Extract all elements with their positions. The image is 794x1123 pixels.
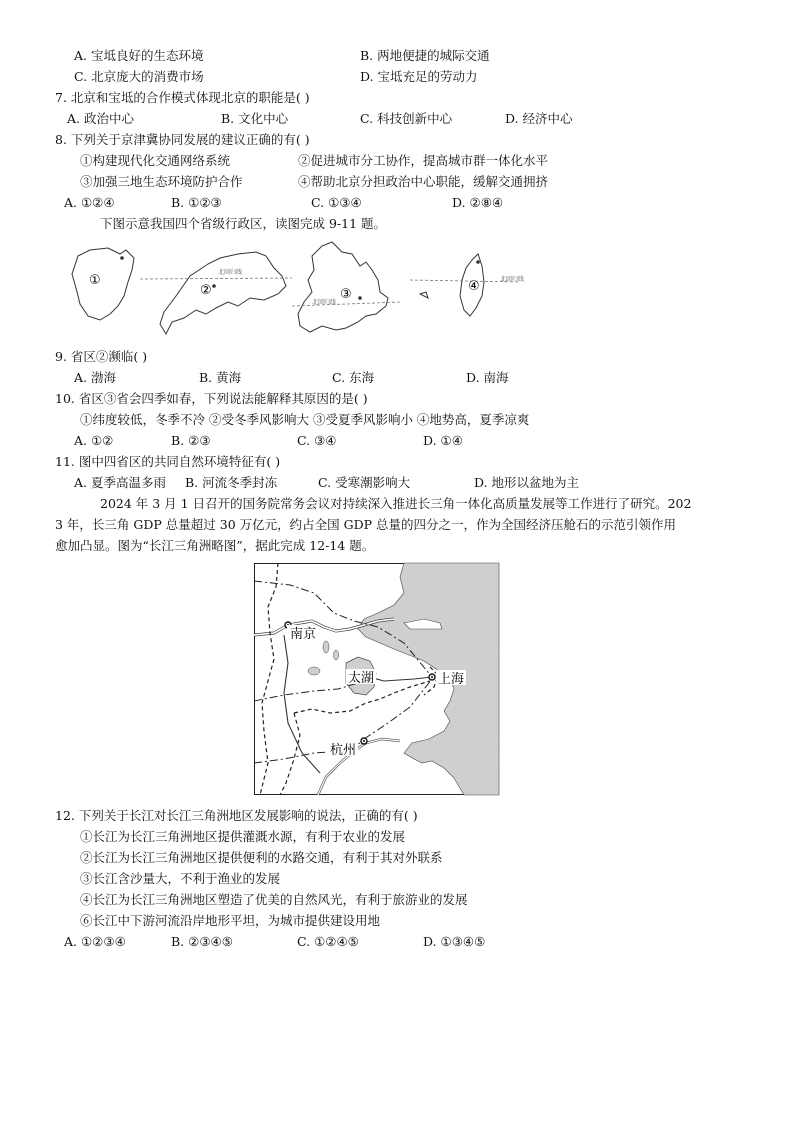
lake-label-taihu: 太湖 [348,671,375,686]
q10-option-d[interactable]: D. ①④ [423,433,463,448]
q8-stem: 8. 下列关于京津冀协同发展的建议正确的有( ) [55,132,310,147]
q12-item-2: ②长江为长江三角洲地区提供便利的水路交通，有利于其对外联系 [80,850,443,865]
q9-option-d[interactable]: D. 南海 [466,370,509,385]
capital-dot-2 [212,284,216,288]
yrd-intro-line-2: 3 年，长三角 GDP 总量超过 30 万亿元，约占全国 GDP 总量的四分之一，作为全国经济压舱石的示范引领作用 [55,517,677,532]
q8-option-a[interactable]: A. ①②④ [64,195,115,210]
tropic-label-4: 北回归线 [500,276,525,283]
small-lake-1 [323,641,329,653]
province-2-outline [160,252,286,334]
city-label-hangzhou: 杭州 [330,743,357,758]
q9-option-c[interactable]: C. 东海 [332,370,375,385]
q8-option-d[interactable]: D. ②⑧④ [452,195,504,210]
q12-option-c[interactable]: C. ①②④⑤ [297,934,359,949]
q8-option-b[interactable]: B. ①②③ [171,195,222,210]
q7-option-c[interactable]: C. 科技创新中心 [360,111,453,126]
maps-intro: 下图示意我国四个省级行政区，读图完成 9-11 题。 [100,216,387,231]
q8-item-2: ②促进城市分工协作，提高城市群一体化水平 [298,153,549,168]
q12-item-4: ④长江为长江三角洲地区塑造了优美的自然风光，有利于旅游业的发展 [80,892,468,907]
city-label-nanjing: 南京 [290,627,317,642]
q8-item-1: ①构建现代化交通网络系统 [80,153,231,168]
q11-option-c[interactable]: C. 受寒潮影响大 [318,475,411,490]
city-label-shanghai: 上海 [438,672,465,687]
q6-option-d[interactable]: D. 宝坻充足的劳动力 [360,69,478,84]
q12-item-3: ③长江含沙量大，不利于渔业的发展 [80,871,281,886]
capital-dot-4 [476,260,480,264]
small-lake-3 [308,667,320,675]
q12-item-1: ①长江为长江三角洲地区提供灌溉水源，有利于农业的发展 [80,829,406,844]
q12-stem: 12. 下列关于长江对长江三角洲地区发展影响的说法，正确的有( ) [55,808,418,823]
province-map [60,236,525,348]
province-label-2: ② [200,283,212,298]
q12-option-a[interactable]: A. ①②③④ [64,934,126,949]
province-1-outline [72,248,134,320]
q8-item-3: ③加强三地生态环境防护合作 [80,174,243,189]
yrd-intro-line-1: 2024 年 3 月 1 日召开的国务院常务会议对持续深入推进长三角一体化高质量发展等工作进行了研究。202 [100,496,692,511]
q7-stem: 7. 北京和宝坻的合作模式体现北京的职能是( ) [55,90,310,105]
q10-option-b[interactable]: B. ②③ [171,433,211,448]
q12-option-b[interactable]: B. ②③④⑤ [171,934,233,949]
q9-option-b[interactable]: B. 黄海 [199,370,242,385]
tropic-line-2 [140,278,292,279]
q6-option-a[interactable]: A. 宝坻良好的生态环境 [74,48,204,63]
q8-item-4: ④帮助北京分担政治中心职能，缓解交通拥挤 [298,174,549,189]
tropic-line-3 [292,302,400,306]
q10-items: ①纬度较低，冬季不冷 ②受冬季风影响大 ③受夏季风影响小 ④地势高，夏季凉爽 [80,412,530,427]
province-label-1: ① [89,273,101,288]
q7-option-b[interactable]: B. 文化中心 [221,111,289,126]
q8-option-c[interactable]: C. ①③④ [311,195,362,210]
small-island [420,292,428,298]
yrd-intro-line-3: 愈加凸显。图为“长江三角洲略图”，据此完成 12-14 题。 [55,538,375,553]
q11-option-d[interactable]: D. 地形以盆地为主 [474,475,580,490]
q6-option-c[interactable]: C. 北京庞大的消费市场 [74,69,204,84]
province-label-3: ③ [340,287,352,302]
q11-option-a[interactable]: A. 夏季高温多雨 [74,475,166,490]
q10-stem: 10. 省区③省会四季如春，下列说法能解释其原因的是( ) [55,391,368,406]
q11-stem: 11. 图中四省区的共同自然环境特征有( ) [55,454,281,469]
tropic-label-3: 北回归线 [312,299,337,306]
q10-option-c[interactable]: C. ③④ [297,433,337,448]
q7-option-d[interactable]: D. 经济中心 [505,111,573,126]
q9-stem: 9. 省区②濒临( ) [55,349,148,364]
q12-option-d[interactable]: D. ①③④⑤ [423,934,486,949]
yrd-map [254,563,499,795]
capital-dot-3 [358,296,362,300]
q12-item-5: ⑥长江中下游河流沿岸地形平坦，为城市提供建设用地 [80,913,381,928]
tropic-label-2: 北回归线 [218,269,243,276]
q10-option-a[interactable]: A. ①② [74,433,114,448]
small-lake-2 [334,650,339,660]
province-label-4: ④ [468,279,480,294]
q11-option-b[interactable]: B. 河流冬季封冻 [185,475,278,490]
q6-option-b[interactable]: B. 两地便捷的城际交通 [360,48,490,63]
q7-option-a[interactable]: A. 政治中心 [67,111,134,126]
capital-dot-1 [120,256,124,260]
q9-option-a[interactable]: A. 渤海 [74,370,116,385]
